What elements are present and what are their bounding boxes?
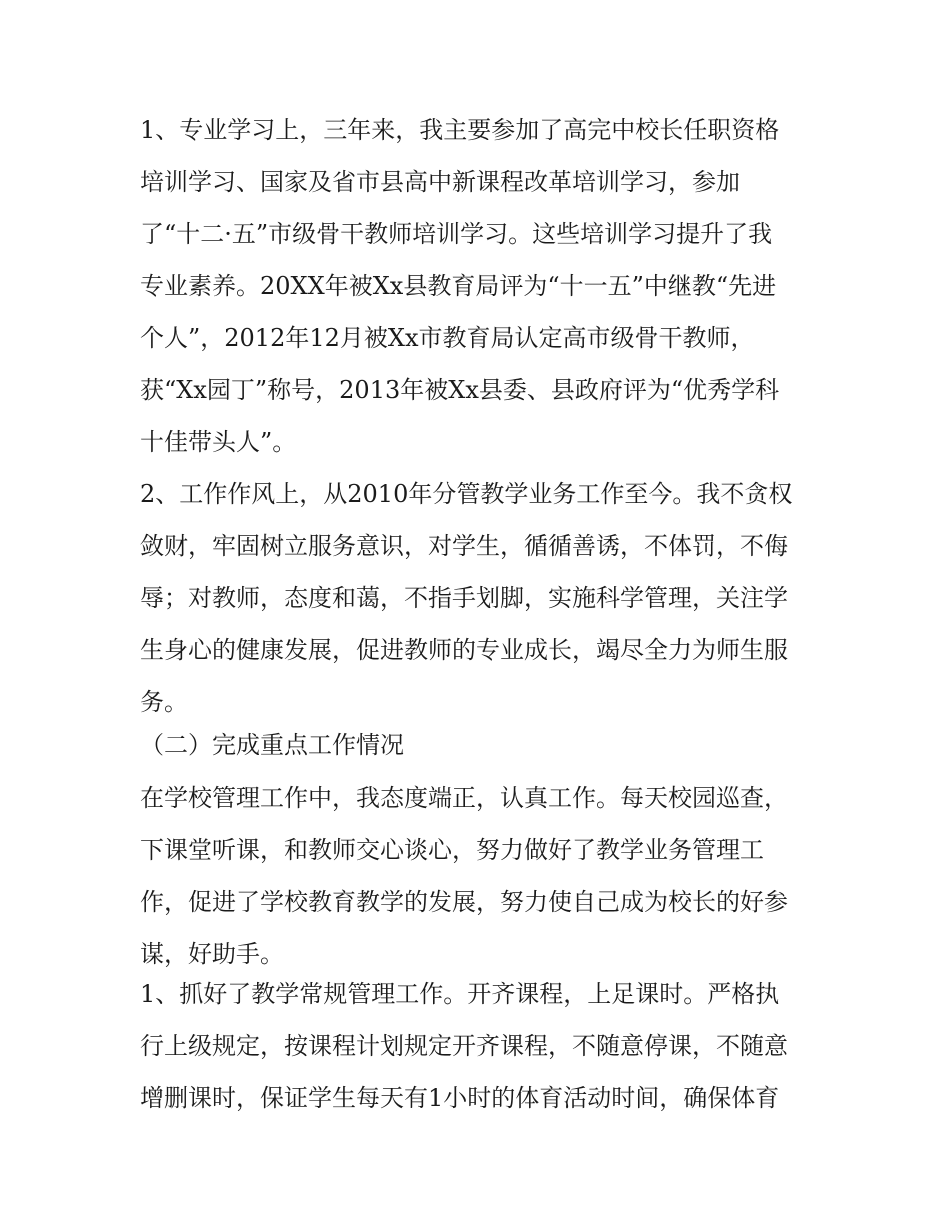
section-heading: （二）完成重点工作情况 [140,731,404,759]
text-line: 敛财，牢固树立服务意识，对学生，循循善诱，不体罚，不侮 [140,532,788,560]
text-line: 1、抓好了教学常规管理工作。开齐课程，上足课时。严格执 [140,980,780,1008]
text-line: 辱；对教师，态度和蔼，不指手划脚，实施科学管理，关注学 [140,584,788,612]
text-line: 谋，好助手。 [140,940,284,968]
text-line: 行上级规定，按课程计划规定开齐课程，不随意停课，不随意 [140,1032,788,1060]
text-line: 培训学习、国家及省市县高中新课程改革培训学习，参加 [140,168,740,196]
text-line: 2、工作作风上，从2010年分管教学业务工作至今。我不贪权 [140,480,793,508]
text-line: 在学校管理工作中，我态度端正，认真工作。每天校园巡查， [140,784,788,812]
text-line: 作，促进了学校教育教学的发展，努力使自己成为校长的好参 [140,888,788,916]
text-line: 专业素养。20XX年被Xx县教育局评为“十一五”中继教“先进 [140,272,777,300]
text-line: 下课堂听课，和教师交心谈心，努力做好了教学业务管理工 [140,836,764,864]
text-line: 获“Xx园丁”称号，2013年被Xx县委、县政府评为“优秀学科 [140,376,780,404]
text-line: 增删课时，保证学生每天有1小时的体育活动时间，确保体育 [140,1084,780,1112]
text-line: 务。 [140,688,188,716]
text-line: 生身心的健康发展，促进教师的专业成长，竭尽全力为师生服 [140,636,788,664]
text-line: 1、专业学习上，三年来，我主要参加了高完中校长任职资格 [140,116,780,144]
text-line: 个人”，2012年12月被Xx市教育局认定高市级骨干教师， [140,324,755,352]
text-line: 十佳带头人”。 [140,428,297,456]
text-line: 了“十二·五”市级骨干教师培训学习。这些培训学习提升了我 [140,220,773,248]
